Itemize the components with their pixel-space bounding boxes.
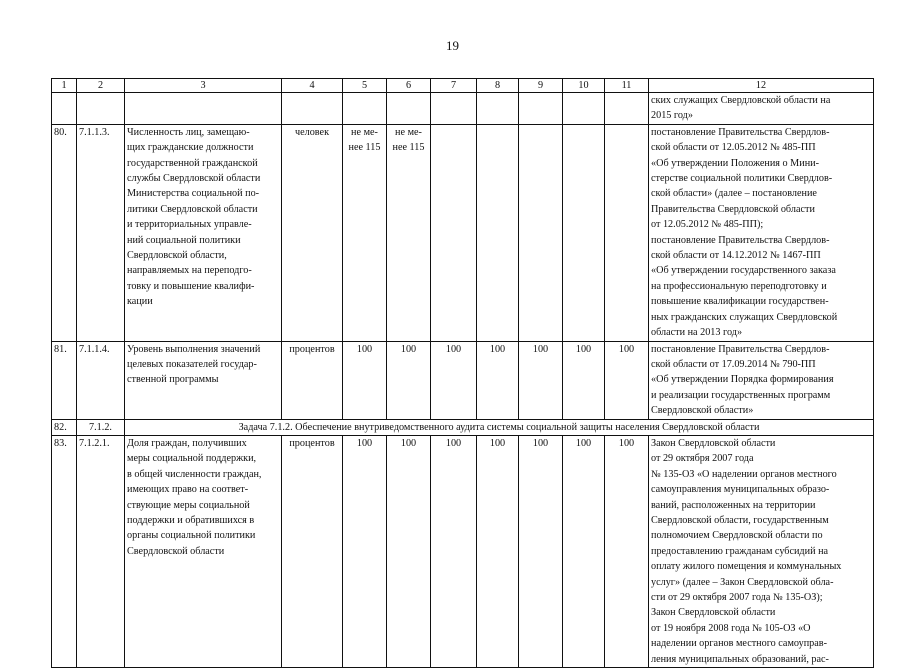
value-cell [605,124,649,341]
row-number-cell: 81. [52,341,77,419]
header-cell: 6 [387,79,431,93]
indicator-name-cell: Численность лиц, замещаю- щих гражданские должности государственной гражданской службы Свердловской области Министерства социальной по- литики Свердловской области и территориальных управле- ний социальной политики Свердловской области, направляемых на переподго- товку и повышение квалифи- кации [125,124,282,341]
value-cell: 100 [431,435,477,667]
value-cell: не ме- нее 115 [343,124,387,341]
value-cell: 100 [519,435,563,667]
header-cell: 10 [563,79,605,93]
row-code-cell: 7.1.2. [77,419,125,435]
header-cell: 1 [52,79,77,93]
value-cell: 100 [563,435,605,667]
row-number-cell: 82. [52,419,77,435]
unit-cell: процентов [282,435,343,667]
header-cell: 4 [282,79,343,93]
value-cell: 100 [387,341,431,419]
value-cell: 100 [477,435,519,667]
unit-cell: человек [282,124,343,341]
header-cell: 7 [431,79,477,93]
header-cell: 8 [477,79,519,93]
row-number-cell: 83. [52,435,77,667]
value-cell: 100 [431,341,477,419]
page-number: 19 [446,38,459,53]
value-cell: 100 [519,341,563,419]
header-cell: 5 [343,79,387,93]
header-cell: 2 [77,79,125,93]
value-cell: 100 [605,341,649,419]
task-title-cell: Задача 7.1.2. Обеспечение внутриведомственного аудита системы социальной защиты населения Свердловской области [125,419,874,435]
legal-basis-cell: постановление Правительства Свердлов- ской области от 17.09.2014 № 790-ПП «Об утверждении Порядка формирования и реализации государственных программ Свердловской области» [649,341,874,419]
value-cell: 100 [605,435,649,667]
table-row [52,341,874,419]
continuation-basis-cell: ских служащих Свердловской области на 2015 год» [649,93,874,125]
row-code-cell: 7.1.1.4. [77,341,125,419]
value-cell [563,124,605,341]
row-code-cell: 7.1.2.1. [77,435,125,667]
row-code-cell: 7.1.1.3. [77,124,125,341]
legal-basis-cell: постановление Правительства Свердлов- ской области от 12.05.2012 № 485-ПП «Об утверждении Положения о Мини- стерстве социальной политики Свердлов- ской области» (далее – постановление Правительства Свердловской области от 12.05.2012 № 485-ПП); постановление Правительства Свердлов- ской области от 14.12.2012 № 1467-ПП «Об утверждении государственного заказа на профессиональную переподготовку и повышение квалификации государствен- ных гражданских служащих Свердловской области на 2013 год» [649,124,874,341]
header-cell: 9 [519,79,563,93]
indicator-name-cell: Доля граждан, получивших меры социальной поддержки, в общей численности граждан, имеющих право на соответ- ствующие меры социальной поддержки и обратившихся в органы социальной политики Свердловской области [125,435,282,667]
table-row [52,435,874,667]
value-cell: 100 [563,341,605,419]
value-cell [477,124,519,341]
legal-basis-cell: Закон Свердловской области от 29 октября 2007 года № 135-ОЗ «О наделении органов местного самоуправления муниципальных образо- ваний, расположенных на территории Свердловской области, государственным полномочием Свердловской области по предоставлению гражданам субсидий на оплату жилого помещения и коммунальных услуг» (далее – Закон Свердловской обла- сти от 29 октября 2007 года № 135-ОЗ); Закон Свердловской области от 19 ноября 2008 года № 105-ОЗ «О наделении органов местного самоуправ- ления муниципальных образований, рас- [649,435,874,667]
header-cell: 12 [649,79,874,93]
value-cell [519,124,563,341]
value-cell: 100 [477,341,519,419]
column-number-header-row [52,79,874,93]
value-cell: не ме- нее 115 [387,124,431,341]
header-cell: 11 [605,79,649,93]
value-cell [431,124,477,341]
unit-cell: процентов [282,341,343,419]
continuation-row [52,93,874,125]
header-cell: 3 [125,79,282,93]
value-cell: 100 [387,435,431,667]
indicators-table [51,78,874,668]
row-number-cell: 80. [52,124,77,341]
indicator-name-cell: Уровень выполнения значений целевых показателей государ- ственной программы [125,341,282,419]
table-row [52,124,874,341]
value-cell: 100 [343,435,387,667]
value-cell: 100 [343,341,387,419]
task-row [52,419,874,435]
